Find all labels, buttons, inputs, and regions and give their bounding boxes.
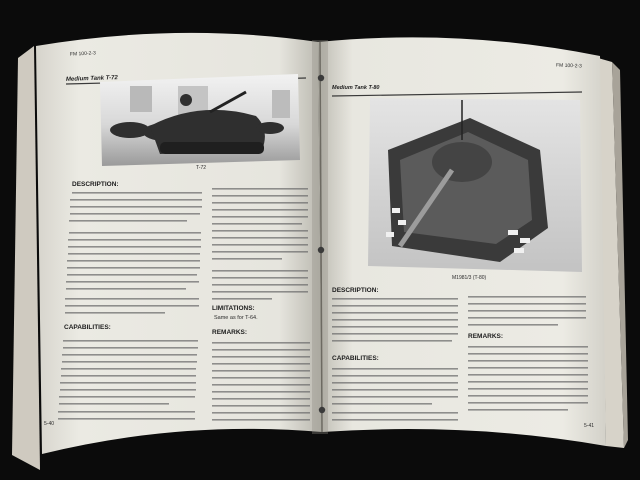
- right-page-number: 5-41: [584, 423, 595, 429]
- left-page-number: 5-40: [44, 421, 55, 427]
- left-heading-description: DESCRIPTION:: [72, 181, 119, 188]
- right-running-head: FM 100-2-3: [555, 62, 582, 70]
- right-heading-description: DESCRIPTION:: [332, 287, 379, 294]
- binding-ring-bottom: [319, 407, 325, 413]
- right-heading-remarks: REMARKS:: [468, 333, 504, 340]
- right-heading-capabilities: CAPABILITIES:: [332, 355, 379, 362]
- page-stack-left: [12, 46, 40, 470]
- left-running-head: FM 100-2-3: [69, 50, 96, 58]
- left-heading-capabilities: CAPABILITIES:: [64, 324, 111, 331]
- binding-ring-middle: [318, 247, 324, 253]
- right-section-title: Medium Tank T-80: [332, 85, 380, 91]
- left-section-title: Medium Tank T-72: [65, 75, 118, 83]
- left-photo-caption: T-72: [196, 165, 207, 171]
- left-heading-limitations: LIMITATIONS:: [212, 305, 255, 312]
- left-limitations-text: Same as for T-64.: [214, 315, 258, 321]
- binding-ring-top: [318, 75, 324, 81]
- right-photo-caption: M1981/3 (T-80): [452, 275, 487, 281]
- left-heading-remarks: REMARKS:: [212, 329, 248, 336]
